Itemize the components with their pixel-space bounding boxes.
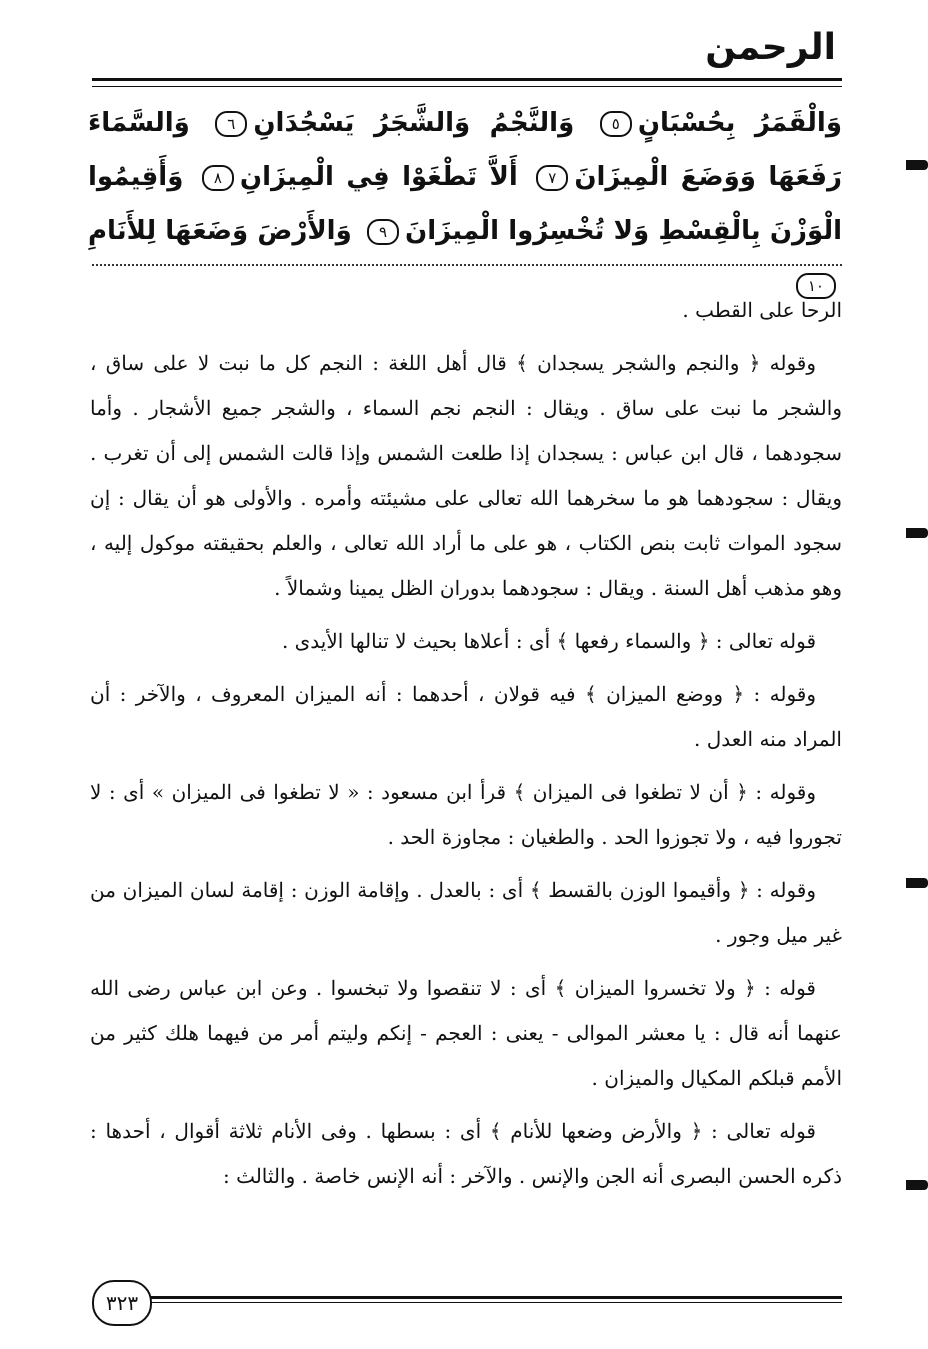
verse-text: وَالسَّمَاءَ رَفَعَهَا وَوَضَعَ الْمِيزَانَ [88, 108, 842, 192]
verse-text: وَالْقَمَرُ بِحُسْبَانٍ [637, 108, 842, 138]
commentary-paragraph: وقوله : ﴿ أن لا تطغوا فى الميزان ﴾ قرأ ابن مسعود : « لا تطغوا فى الميزان » أى : لا تجوروا فيه ، ولا تجوزوا الحد . والطغيان : مجاوزة الحد . [90, 780, 842, 849]
verses-separator [92, 264, 842, 266]
thumb-index-mark [906, 878, 928, 888]
verse-text: أَلاَّ تَطْغَوْا فِي الْمِيزَانِ [239, 162, 518, 192]
commentary-paragraph: وقوله : ﴿ وأقيموا الوزن بالقسط ﴾ أى : بالعدل . وإقامة الوزن : إقامة لسان الميزان من غير ميل وجور . [90, 878, 842, 947]
commentary-paragraph: وقوله : ﴿ ووضع الميزان ﴾ فيه قولان ، أحدهما : أنه الميزان المعروف ، والآخر : أن المراد منه العدل . [90, 682, 842, 751]
commentary-paragraph: قوله تعالى : ﴿ والأرض وضعها للأنام ﴾ أى : بسطها . وفى الأنام ثلاثة أقوال ، أحدها : ذكره الحسن البصرى أنه الجن والإنس . والآخر : أنه الإنس خاصة . والثالث : [90, 1119, 842, 1188]
header-rule-thin [92, 86, 842, 87]
ayah-number-marker: ٨ [202, 165, 234, 191]
thumb-index-mark [906, 1180, 928, 1190]
commentary-paragraph: قوله تعالى : ﴿ والسماء رفعها ﴾ أى : أعلاها بحيث لا تنالها الأيدى . [281, 629, 816, 653]
commentary-paragraph: وقوله ﴿ والنجم والشجر يسجدان ﴾ قال أهل اللغة : النجم كل ما نبت لا على ساق ، والشجر ما نبت على ساق . ويقال : النجم نجم السماء ، والشجر جميع الأشجار . وأما سجودهما ، قال ابن عباس : يسجدان إذا طلعت الشمس وإذا قالت الشمس إلى أن تغرب . ويقال : سجودهما هو ما سخرهما الله تعالى على مشيئته وأمره . والأولى هو أن يقال : إن سجود الموات ثابت بنص الكتاب ، هو على ما أراد الله تعالى ، والعلم بحقيقته موكول إليه ، وهو مذهب أهل السنة . ويقال : سجودهما بدوران الظل يمينا وشمالاً . [90, 351, 842, 600]
ayah-number-marker: ٦ [215, 111, 247, 137]
commentary-paragraph: قوله : ﴿ ولا تخسروا الميزان ﴾ أى : لا تنقصوا ولا تبخسوا . وعن ابن عباس رضى الله عنهما أنه قال : يا معشر الموالى - يعنى : العجم - إنكم وليتم أمر من فيهما هلك كثير من الأمم قبلكم المكيال والميزان . [90, 976, 842, 1090]
ayah-number-marker: ٥ [600, 111, 632, 137]
ayah-number-marker: ١٠ [796, 273, 836, 299]
thumb-index-mark [906, 160, 928, 170]
page-number: ٣٢٣ [92, 1280, 152, 1326]
ayah-number-marker: ٩ [367, 219, 399, 245]
thumb-index-mark [906, 528, 928, 538]
footer-rule-thick [150, 1296, 842, 1299]
verse-text: وَأَقِيمُوا الْوَزْنَ بِالْقِسْطِ وَلا تُخْسِرُوا الْمِيزَانَ [88, 162, 842, 246]
header-rule-thick [92, 78, 842, 81]
commentary-body [90, 288, 842, 1207]
surah-title: الرحمن [705, 27, 836, 68]
footer-rule-thin [150, 1302, 842, 1303]
verse-text: وَالأَرْضَ وَضَعَهَا لِلأَنَامِ [88, 216, 352, 246]
commentary-paragraph: الرحا على القطب . [682, 298, 842, 322]
ayah-number-marker: ٧ [536, 165, 568, 191]
verse-text: وَالنَّجْمُ وَالشَّجَرُ يَسْجُدَانِ [253, 108, 575, 138]
quran-verses-block [88, 96, 842, 312]
